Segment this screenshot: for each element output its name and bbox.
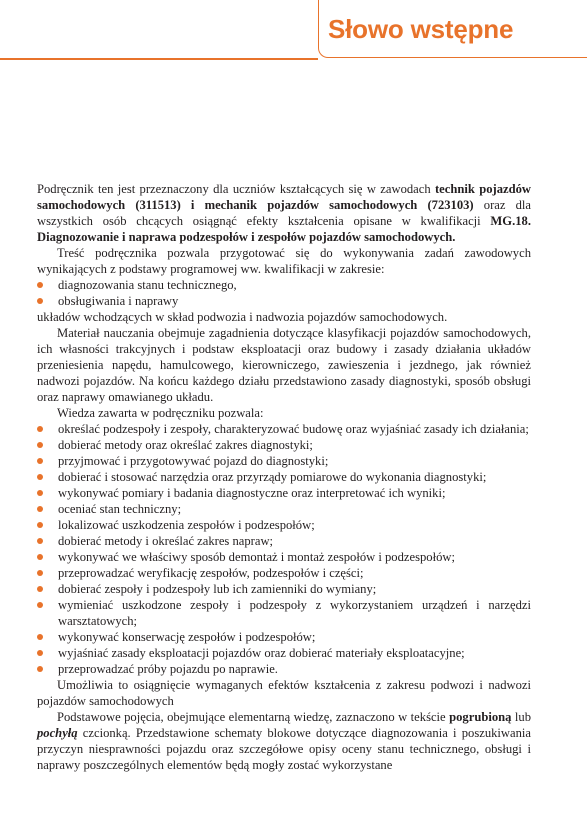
bullet-icon [37,522,43,528]
italic-term: pochyłą [37,726,78,740]
header-rule [0,58,318,60]
list-item: dobierać metody i określać zakres napraw; [37,533,531,549]
list-item: dobierać i stosować narzędzia oraz przyrządy pomiarowe do wykonania diagnostyki; [37,469,531,485]
bullet-icon [37,650,43,656]
intro-paragraph: Podręcznik ten jest przeznaczony dla uczniów kształcących się w zawodach technik pojazdów samochodowych (311513) i mechanik pojazdów samochodowych (723103) oraz dla wszystkich osób chcących osiągnąć efekty kształcenia opisane w kwalifikacji MG.18. Diagnozowanie i naprawa podzespołów i zespołów pojazdów samochodowych. [37,182,531,244]
bullet-icon [37,538,43,544]
list-item: diagnozowania stanu technicznego, [37,277,531,293]
skills-list [37,421,531,677]
bullet-icon [37,490,43,496]
scope-list [37,277,531,309]
bullet-icon [37,474,43,480]
list-item: określać podzespoły i zespoły, charakteryzować budowę oraz wyjaśniać zasady ich działania; [37,421,531,437]
page-body [37,181,531,773]
notation-paragraph: Podstawowe pojęcia, obejmujące elementarną wiedzę, zaznaczono w tekście pogrubioną lub pochyłą czcionką. Przedstawione schematy blokowe dotyczące diagnozowania i poszukiwania przyczyn niesprawności pojazdu oraz szczegółowe opisy oceny stanu technicznego, obsługi i naprawy poszczególnych elementów będą mogły zostać wykorzystane [37,710,531,772]
material-paragraph: Materiał nauczania obejmuje zagadnienia dotyczące klasyfikacji pojazdów samochodowych, ich własności trakcyjnych i podstaw eksploatacji oraz budowy i zasady działania układów przeniesienia napędu, hamulcowego, kierowniczego, zawieszenia i jezdnego, jak również nadwozi pojazdów. Na końcu każdego działu przedstawiono zasady diagnostyki, sposób obsługi oraz naprawy omawianego układu. [37,326,531,404]
bullet-icon [37,426,43,432]
bullet-icon [37,282,43,288]
list-item: przeprowadzać próby pojazdu po naprawie. [37,661,531,677]
bullet-icon [37,602,43,608]
list-item: dobierać zespoły i podzespoły lub ich zamienniki do wymiany; [37,581,531,597]
list-item: dobierać metody oraz określać zakres diagnostyki; [37,437,531,453]
page-title: Słowo wstępne [328,14,514,44]
bullet-icon [37,298,43,304]
profession-names: technik pojazdów samochodowych (311513) i mechanik pojazdów samochodowych (723103) [37,182,531,212]
outcomes-paragraph: Umożliwia to osiągnięcie wymaganych efektów kształcenia z zakresu podwozi i nadwozi pojazdów samochodowych [37,678,531,708]
list-item: wykonywać we właściwy sposób demontaż i montaż zespołów i podzespołów; [37,549,531,565]
bullet-icon [37,442,43,448]
list-item: wykonywać pomiary i badania diagnostyczne oraz interpretować ich wyniki; [37,485,531,501]
bullet-icon [37,570,43,576]
bold-term: pogrubioną [449,710,512,724]
list-item: wyjaśniać zasady eksploatacji pojazdów oraz dobierać materiały eksploatacyjne; [37,645,531,661]
list-item: wykonywać konserwację zespołów i podzespołów; [37,629,531,645]
list-item: wymieniać uszkodzone zespoły i podzespoły z wykorzystaniem urządzeń i narzędzi warsztatowych; [37,597,531,629]
qualification-name: MG.18. Diagnozowanie i naprawa podzespołów i zespołów pojazdów samochodowych. [37,214,531,244]
list-item: oceniać stan techniczny; [37,501,531,517]
scope-paragraph: Treść podręcznika pozwala przygotować się do wykonywania zadań zawodowych wynikających z podstawy programowej ww. kwalifikacji w zakresie: [37,246,531,276]
bullet-icon [37,554,43,560]
list-item: przyjmować i przygotowywać pojazd do diagnostyki; [37,453,531,469]
bullet-icon [37,458,43,464]
list-item: przeprowadzać weryfikację zespołów, podzespołów i części; [37,565,531,581]
knowledge-paragraph: Wiedza zawarta w podręczniku pozwala: [57,406,264,420]
bullet-icon [37,506,43,512]
list-item: lokalizować uszkodzenia zespołów i podzespołów; [37,517,531,533]
bullet-icon [37,586,43,592]
systems-paragraph: układów wchodzących w skład podwozia i nadwozia pojazdów samochodowych. [37,310,448,324]
bullet-icon [37,634,43,640]
bullet-icon [37,666,43,672]
list-item: obsługiwania i naprawy [37,293,531,309]
